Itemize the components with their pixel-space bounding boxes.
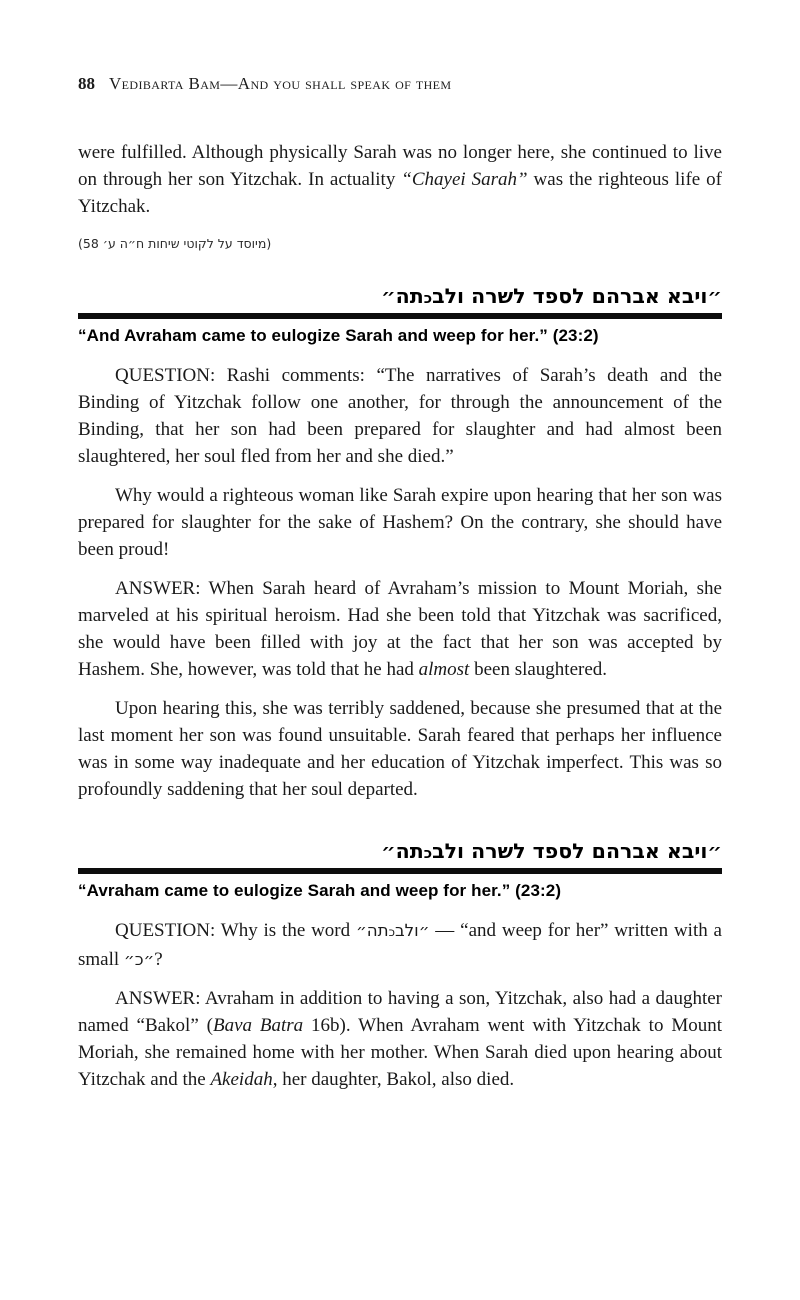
answer-italic-term: Akeidah — [210, 1069, 273, 1090]
question-text-mid: — “and weep for her” written with a small — [78, 920, 722, 970]
hebrew-verse-text-end: תה״ — [381, 284, 424, 308]
hebrew-verse-header — [78, 284, 722, 308]
question-answer-block — [78, 362, 722, 803]
answer-italic-word: almost — [418, 659, 470, 680]
question-text-end: ? — [154, 949, 163, 970]
follow-up-paragraph: Why would a righteous woman like Sarah expire upon hearing that her son was prepared for slaughter for the sake of Hashem? On the contrary, she should have been proud! — [78, 485, 722, 560]
hebrew-verse-text: ״ויבא אברהם לספד לשרה ולב — [432, 284, 722, 308]
running-title: Vedibarta Bam—And you shall speak of them — [109, 74, 452, 93]
hebrew-word-text-end: תה״ — [355, 920, 389, 940]
question-text: QUESTION: Why is the word — [115, 920, 356, 941]
answer-paragraph — [78, 575, 722, 683]
hebrew-verse-text: ״ויבא אברהם לספד לשרה ולב — [432, 839, 722, 863]
inline-hebrew-word — [356, 920, 429, 940]
hebrew-verse-header — [78, 839, 722, 863]
intro-text: were fulfilled. Although physically Sarah was no longer here, she continued to live on through her son Yitzchak. In actuality — [78, 142, 722, 190]
commentary-section-2 — [78, 839, 722, 1093]
intro-text-end: was the righteous life of Yitzchak. — [78, 169, 722, 217]
conclusion-paragraph: Upon hearing this, she was terribly saddened, because she presumed that at the last moment her son was found unsuitable. Sarah feared that perhaps her influence was in some way inadequate and her education of Yitzchak imperfect. This was so profoundly saddening that her soul departed. — [78, 698, 722, 800]
page-header — [78, 74, 722, 94]
question-paragraph: QUESTION: Rashi comments: “The narratives of Sarah’s death and the Binding of Yitzchak follow one another, for through the announcement of the Binding, that her son had been prepared for slaughter and had almost been slaughtered, her soul fled from her and she died.” — [78, 365, 722, 467]
answer-text: ANSWER: When Sarah heard of Avraham’s mission to Mount Moriah, she marveled at his spiritual heroism. Had she been told that Yitzchak was sacrificed, she would have been filled with joy at the fact that her son was accepted by Hashem. She, however, was told that he had — [78, 578, 722, 680]
hebrew-verse-text-end: תה״ — [381, 839, 424, 863]
hebrew-word-text: ״ולב — [395, 920, 430, 940]
verse-translation-header: “Avraham came to eulogize Sarah and weep for her.” (23:2) — [78, 881, 562, 900]
source-citation: (מיוסד על לקוטי שיחות ח״ה ע׳ 58) — [78, 236, 272, 251]
answer-text-end: been slaughtered. — [469, 659, 608, 680]
small-letter-kaf: כ — [388, 925, 395, 939]
small-letter-kaf: כ — [423, 290, 433, 307]
answer-text: ANSWER: Avraham in addition to having a son, Yitzchak, also had a daughter named “Bakol” ( — [78, 988, 722, 1036]
commentary-section-1 — [78, 284, 722, 803]
answer-paragraph — [78, 985, 722, 1093]
answer-italic-source: Bava Batra — [212, 1015, 304, 1036]
question-paragraph — [78, 917, 722, 973]
divider-rule — [78, 868, 722, 874]
answer-text-mid: 16b). When Avraham went with Yitzchak to Mount Moriah, she remained home with her mother. When Sarah died upon hearing about Yitzchak and the — [78, 1015, 722, 1090]
intro-paragraph — [78, 139, 722, 220]
intro-italic-title: “Chayei Sarah” — [401, 169, 528, 190]
question-answer-block — [78, 917, 722, 1093]
small-letter-kaf: כ — [423, 845, 433, 862]
divider-rule — [78, 313, 722, 319]
inline-hebrew-letter: ״כ״ — [123, 949, 155, 969]
page-number: 88 — [78, 74, 95, 93]
answer-text-end: , her daughter, Bakol, also died. — [272, 1069, 515, 1090]
verse-translation-header: “And Avraham came to eulogize Sarah and weep for her.” (23:2) — [78, 326, 599, 345]
